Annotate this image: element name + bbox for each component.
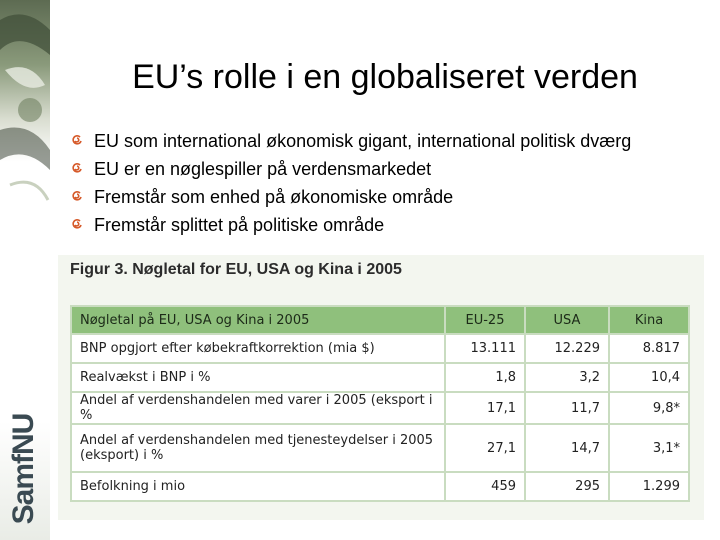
figure-panel: [58, 255, 704, 520]
swirl-bullet-icon: [72, 219, 82, 229]
table-cell: Andel af verdenshandelen med varer i 2005 (eksport i %: [71, 392, 445, 424]
table-cell: 3,2: [525, 363, 609, 392]
table-cell: 14,7: [525, 424, 609, 472]
swirl-bullet-icon: [72, 163, 82, 173]
table-cell: Realvækst i BNP i %: [71, 363, 445, 392]
decorative-side-strip: [0, 0, 50, 540]
table-row: [71, 472, 689, 501]
table-cell: 11,7: [525, 392, 609, 424]
bullet-item: [72, 183, 631, 211]
bullet-item: [72, 155, 631, 183]
table-header-cell: Kina: [609, 306, 689, 334]
table-row: [71, 334, 689, 363]
table-cell: 459: [445, 472, 525, 501]
swirl-bullet-icon: [72, 135, 82, 145]
table-cell: 295: [525, 472, 609, 501]
bullet-text: Fremstår splittet på politiske område: [94, 215, 385, 235]
key-figures-table: [70, 305, 690, 502]
figure-title: Figur 3. Nøgletal for EU, USA og Kina i 2005: [70, 261, 402, 278]
bullet-text: EU som international økonomisk gigant, international politisk dværg: [94, 131, 632, 151]
table-cell: 8.817: [609, 334, 689, 363]
table-cell: 3,1*: [609, 424, 689, 472]
table-row: [71, 424, 689, 472]
table-cell: 17,1: [445, 392, 525, 424]
table-header-row: [71, 306, 689, 334]
leaf-pattern-graphic: [0, 0, 50, 260]
bullet-text: EU er en nøglespiller på verdensmarkedet: [94, 159, 432, 179]
table-cell: Andel af verdenshandelen med tjenesteydelser i 2005 (eksport) i %: [71, 424, 445, 472]
table-cell: 27,1: [445, 424, 525, 472]
table-cell: 9,8*: [609, 392, 689, 424]
table-cell: 1,8: [445, 363, 525, 392]
swirl-bullet-icon: [72, 191, 82, 201]
table-cell: 13.111: [445, 334, 525, 363]
table-row: [71, 392, 689, 424]
slide-title: EU’s rolle i en globaliseret verden: [132, 58, 638, 96]
table-cell: 12.229: [525, 334, 609, 363]
bullet-item: [72, 127, 631, 155]
table-row: [71, 363, 689, 392]
table-cell: 10,4: [609, 363, 689, 392]
bullet-item: [72, 211, 631, 239]
table-header-cell: USA: [525, 306, 609, 334]
bullet-list: [72, 127, 631, 239]
table-header-cell: Nøgletal på EU, USA og Kina i 2005: [71, 306, 445, 334]
table-header-cell: EU-25: [445, 306, 525, 334]
table-cell: Befolkning i mio: [71, 472, 445, 501]
table-cell: BNP opgjort efter købekraftkorrektion (mia $): [71, 334, 445, 363]
samfnu-logo: SamfNU: [7, 413, 40, 525]
table-cell: 1.299: [609, 472, 689, 501]
bullet-text: Fremstår som enhed på økonomiske område: [94, 187, 454, 207]
